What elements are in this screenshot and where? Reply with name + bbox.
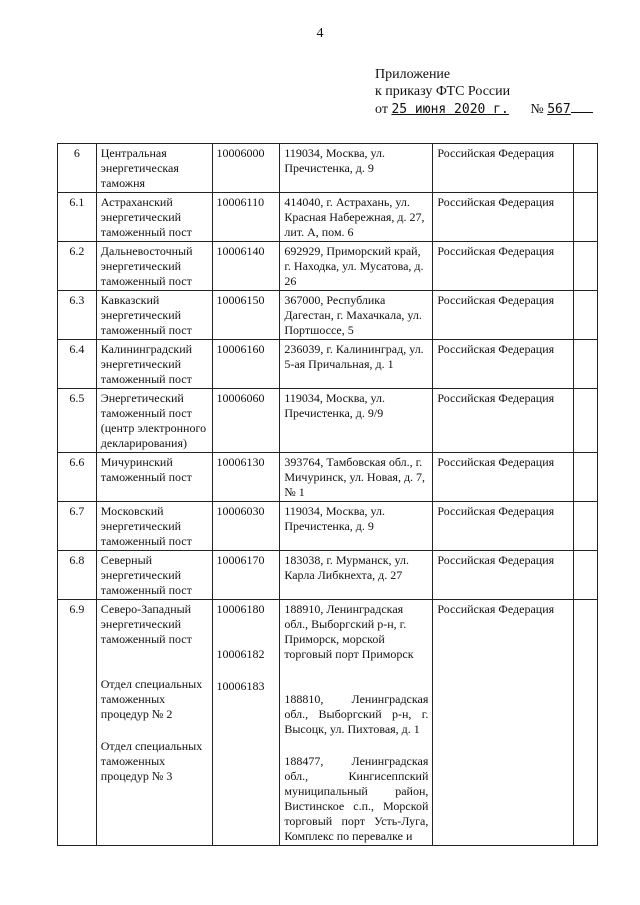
post-address: [280, 502, 433, 551]
country: Российская Федерация: [433, 193, 574, 242]
post-code-text: 10006170: [216, 553, 265, 567]
post-name-text: Мичуринский таможенный пост: [100, 455, 192, 484]
post-address: [280, 144, 433, 193]
empty-cell: [574, 453, 598, 502]
row-number: 6.8: [58, 551, 97, 600]
row-number: 6.9: [58, 600, 97, 846]
empty-cell: [574, 242, 598, 291]
post-name-text: Центральная энергетическая таможня: [100, 146, 179, 190]
post-code: [212, 389, 280, 453]
table-row: [58, 551, 598, 600]
post-code: [212, 144, 280, 193]
table-row: [58, 291, 598, 340]
empty-cell: [574, 389, 598, 453]
empty-cell: [574, 502, 598, 551]
post-name-text: Северный энергетический таможенный пост: [100, 553, 192, 597]
post-address-text: 414040, г. Астрахань, ул. Красная Набережная, д. 27, лит. А, пом. 6: [284, 195, 425, 239]
empty-cell: [574, 551, 598, 600]
row-number: 6.4: [58, 340, 97, 389]
post-address-text: 119034, Москва, ул. Пречистенка, д. 9/9: [284, 391, 386, 420]
post-address: [280, 551, 433, 600]
order-date-number: [375, 100, 593, 118]
post-code-text: 10006030: [216, 504, 265, 518]
post-name-text: Кавказский энергетический таможенный пост: [100, 293, 192, 337]
empty-cell: [574, 340, 598, 389]
sub-unit-address: 188477, Ленинградская обл., Кингисеппский муниципальный район, Вистинское с.п., Морской торговый порт Усть-Луга, Комплекс по перевалке и: [284, 754, 429, 843]
row-number: 6.7: [58, 502, 97, 551]
country: Российская Федерация: [433, 389, 574, 453]
table-row: [58, 600, 598, 846]
post-code-text: 10006110: [216, 195, 265, 209]
row-number: 6.1: [58, 193, 97, 242]
order-date: 25 июня 2020 г.: [391, 102, 509, 117]
sub-unit-name: Отдел специальных таможенных процедур № 3: [100, 739, 203, 783]
post-code-text: 10006160: [216, 342, 265, 356]
row-number: 6: [58, 144, 97, 193]
post-address: [280, 600, 433, 846]
row-number: 6.2: [58, 242, 97, 291]
post-address: [280, 389, 433, 453]
number-prefix: №: [530, 102, 544, 117]
table-row: [58, 502, 598, 551]
post-code: [212, 340, 280, 389]
table-body: [58, 144, 598, 846]
empty-cell: [574, 144, 598, 193]
post-address-text: 119034, Москва, ул. Пречистенка, д. 9: [284, 146, 386, 175]
appendix-header: [375, 66, 593, 118]
country: Российская Федерация: [433, 551, 574, 600]
row-number: 6.5: [58, 389, 97, 453]
page-number: 4: [316, 26, 324, 41]
sub-unit-code: 10006183: [216, 679, 265, 693]
empty-cell: [574, 193, 598, 242]
post-name-text: Московский энергетический таможенный пост: [100, 504, 192, 548]
empty-cell: [574, 291, 598, 340]
row-number: 6.3: [58, 291, 97, 340]
post-address: [280, 340, 433, 389]
post-code: [212, 502, 280, 551]
post-code-text: 10006150: [216, 293, 265, 307]
row-number: 6.6: [58, 453, 97, 502]
post-name: [96, 551, 212, 600]
table-row: [58, 453, 598, 502]
post-name-text: Энергетический таможенный пост (центр электронного декларирования): [100, 391, 207, 450]
order-number: 567: [547, 102, 571, 117]
post-name-text: Северо-Западный энергетический таможенный пост: [100, 602, 192, 646]
post-address: [280, 453, 433, 502]
post-name-text: Дальневосточный энергетический таможенный пост: [100, 244, 193, 288]
country: Российская Федерация: [433, 291, 574, 340]
country: Российская Федерация: [433, 242, 574, 291]
post-name: [96, 291, 212, 340]
post-code: [212, 242, 280, 291]
sub-unit-name: Отдел специальных таможенных процедур № 2: [100, 677, 203, 721]
sub-unit-code: 10006182: [216, 647, 265, 661]
post-address-text: 367000, Республика Дагестан, г. Махачкала, ул. Портшоссе, 5: [284, 293, 422, 337]
post-code: [212, 551, 280, 600]
post-name: [96, 193, 212, 242]
post-address: [280, 193, 433, 242]
date-prefix: от: [375, 102, 388, 117]
country: Российская Федерация: [433, 340, 574, 389]
table-row: [58, 193, 598, 242]
post-name-text: Калининградский энергетический таможенный пост: [100, 342, 193, 386]
table-row: [58, 340, 598, 389]
post-name-text: Астраханский энергетический таможенный пост: [100, 195, 192, 239]
post-address: [280, 291, 433, 340]
post-code-text: 10006140: [216, 244, 265, 258]
post-address-text: 119034, Москва, ул. Пречистенка, д. 9: [284, 504, 386, 533]
post-address-text: 236039, г. Калининград, ул. 5-ая Причальная, д. 1: [284, 342, 424, 371]
appendix-title: Приложение: [375, 67, 451, 82]
post-code-text: 10006130: [216, 455, 265, 469]
post-name: [96, 502, 212, 551]
table-row: [58, 242, 598, 291]
post-address-text: 188910, Ленинградская обл., Выборгский р-н, г. Приморск, морской торговый порт Приморск: [284, 602, 414, 661]
post-name: [96, 242, 212, 291]
empty-cell: [574, 600, 598, 846]
post-address: [280, 242, 433, 291]
post-name: [96, 600, 212, 846]
post-name: [96, 389, 212, 453]
post-address-text: 183038, г. Мурманск, ул. Карла Либкнехта, д. 27: [284, 553, 409, 582]
post-address-text: 692929, Приморский край, г. Находка, ул. Мусатова, д. 26: [284, 244, 424, 288]
post-name: [96, 340, 212, 389]
sub-unit-address: 188810, Ленинградская обл., Выборгский р-н, г. Высоцк, ул. Пихтовая, д. 1: [284, 692, 429, 736]
country: Российская Федерация: [433, 144, 574, 193]
post-code-text: 10006060: [216, 391, 265, 405]
post-code: [212, 453, 280, 502]
post-code-text: 10006180: [216, 602, 265, 616]
post-code: [212, 193, 280, 242]
table-row: [58, 144, 598, 193]
order-reference: к приказу ФТС России: [375, 84, 511, 99]
post-code: [212, 600, 280, 846]
country: Российская Федерация: [433, 600, 574, 846]
customs-posts-table: [57, 143, 598, 846]
post-name: [96, 144, 212, 193]
country: Российская Федерация: [433, 502, 574, 551]
post-code: [212, 291, 280, 340]
post-code-text: 10006000: [216, 146, 265, 160]
post-address-text: 393764, Тамбовская обл., г. Мичуринск, ул. Новая, д. 7, № 1: [284, 455, 426, 499]
table-row: [58, 389, 598, 453]
country: Российская Федерация: [433, 453, 574, 502]
post-name: [96, 453, 212, 502]
